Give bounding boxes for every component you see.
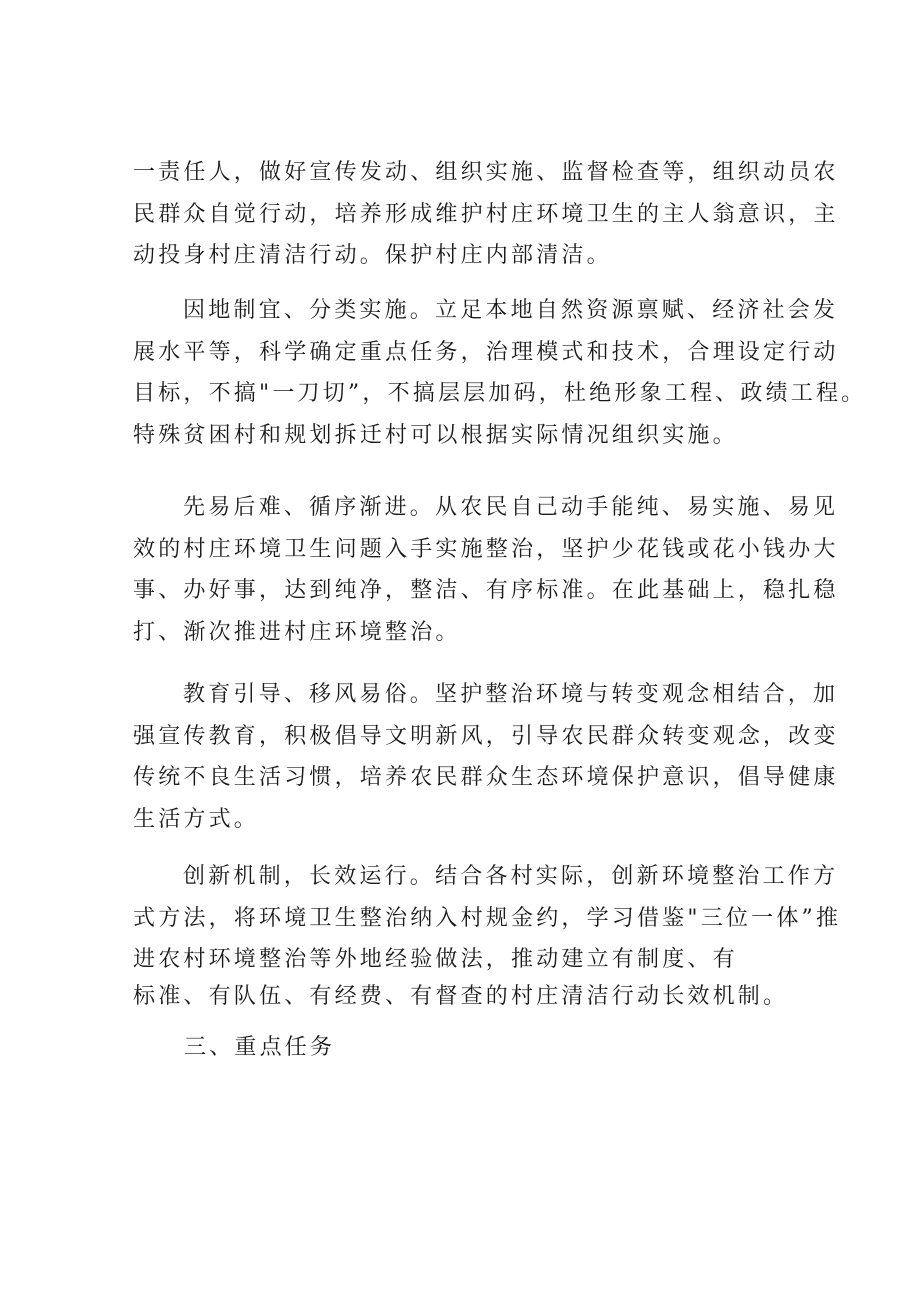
text-line: 教育引导、移风易俗。坚护整治环境与转变观念相结合，加 [183,682,839,707]
paragraph-innovation [133,856,842,981]
text-line: 式方法，将环境卫生整治纳入村规金约，学习借鉴"三位一体”推 [133,905,842,931]
text-line: 因地制宜、分类实施。立足本地自然资源禀赋、经济社会发 [183,298,839,323]
text-line: 动投身村庄清洁行动。保护村庄内部清洁。 [133,243,612,268]
paragraph-step-by-step [133,487,839,653]
text-line: 展水平等，科学确定重点任务，治理模式和技术，合理设定行动 [133,339,839,365]
text-line: 一责任人，做好宣传发动、组织实施、监督检查等，组织动员农 [133,160,839,185]
text-line: 效的村庄环境卫生问题入手实施整治，坚护少花钱或花小钱办大 [133,536,839,562]
text-line: 创新机制，长效运行。结合各村实际，创新环境整治工作方 [183,864,839,889]
text-line: 传统不良生活习惯，培养农民群众生态环境保护意识，倡导健康 [133,765,839,790]
text-line: 生活方式。 [133,806,260,832]
paragraph-responsibility [133,152,839,277]
text-line: 打、渐次推进村庄环境整治。 [133,619,461,645]
text-line: 标准、有队伍、有经费、有督查的村庄清洁行动长效机制。 [133,984,789,1009]
text-line: 目标，不搞"一刀切”，不搞层层加码，杜绝形象工程、政绩工程。 [133,381,867,406]
text-line: 进农村环境整治等外地经验做法，推动建立有制度、有 [133,947,738,972]
paragraph-local-conditions [133,290,867,456]
text-line: 事、办好事，达到纯净，整洁、有序标准。在此基础上，稳扎稳 [133,578,839,603]
text-line: 民群众自觉行动，培养形成维护村庄环境卫生的主人翁意识，主 [133,201,839,227]
text-line: 强宣传教育，积极倡导文明新风，引导农民群众转变观念，改变 [133,723,839,749]
text-line: 先易后难、循序渐进。从农民自己动手能纯、易实施、易见 [183,495,839,520]
text-line: 特殊贫困村和规划拆迁村可以根据实际情况组织实施。 [133,422,738,448]
paragraph-mechanism-continued [133,976,793,1018]
paragraph-education [133,674,839,840]
section-heading: 三、重点任务 [184,1035,336,1060]
